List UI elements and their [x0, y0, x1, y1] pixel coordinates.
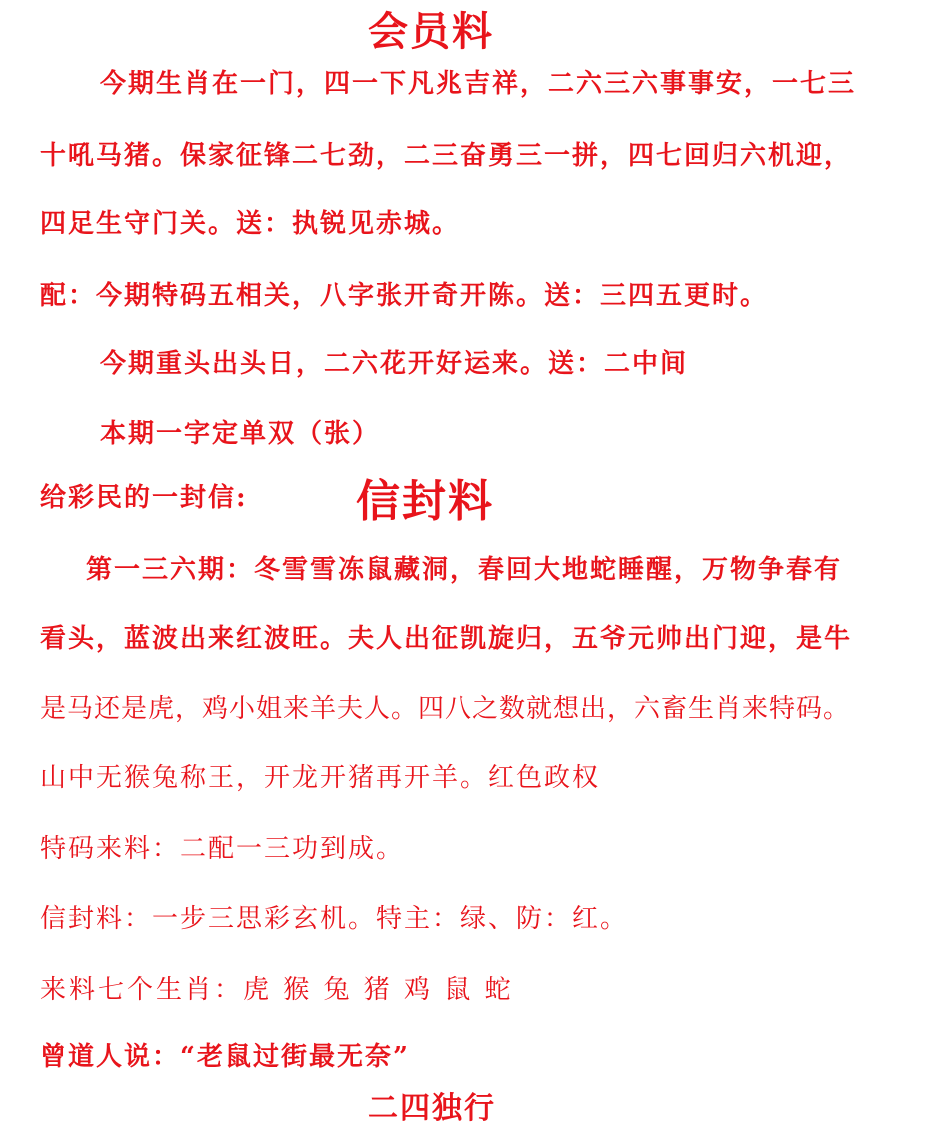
letter-intro: 给彩民的一封信: — [40, 483, 248, 513]
letter-section-title: 信封料 — [356, 476, 494, 527]
letter-line-4: 山中无猴兔称王，开龙开猪再开羊。红色政权 — [40, 763, 601, 793]
letter-line-7: 来料七个生肖：虎 猴 兔 猪 鸡 鼠 蛇 — [40, 975, 514, 1005]
letter-line-5: 特码来料：二配一三功到成。 — [40, 834, 405, 864]
member-line-5: 今期重头出头日，二六花开好运来。送：二中间 — [100, 349, 689, 379]
letter-line-3: 是马还是虎，鸡小姐来羊夫人。四八之数就想出，六畜生肖来特码。 — [40, 694, 851, 724]
member-section-title: 会员料 — [368, 8, 494, 55]
letter-line-1: 第一三六期：冬雪雪冻鼠藏洞，春回大地蛇睡醒，万物争春有 — [86, 555, 843, 585]
letter-line-8: 曾道人说：“老鼠过街最无奈” — [40, 1042, 410, 1072]
letter-line-2: 看头，蓝波出来红波旺。夫人出征凯旋归，五爷元帅出门迎，是牛 — [40, 624, 853, 654]
member-line-6: 本期一字定单双（张） — [100, 419, 381, 449]
member-line-3: 四足生守门关。送：执锐见赤城。 — [40, 209, 461, 239]
member-line-2: 十吼马猪。保家征锋二七劲，二三奋勇三一拼，四七回归六机迎， — [40, 141, 853, 171]
member-line-4: 配：今期特码五相关，八字张开奇开陈。送：三四五更时。 — [40, 281, 769, 311]
member-line-1: 今期生肖在一门，四一下凡兆吉祥，二六三六事事安，一七三 — [100, 69, 857, 99]
letter-footer: 二四独行 — [368, 1091, 496, 1126]
letter-line-6: 信封料：一步三思彩玄机。特主：绿、防：红。 — [40, 904, 629, 934]
